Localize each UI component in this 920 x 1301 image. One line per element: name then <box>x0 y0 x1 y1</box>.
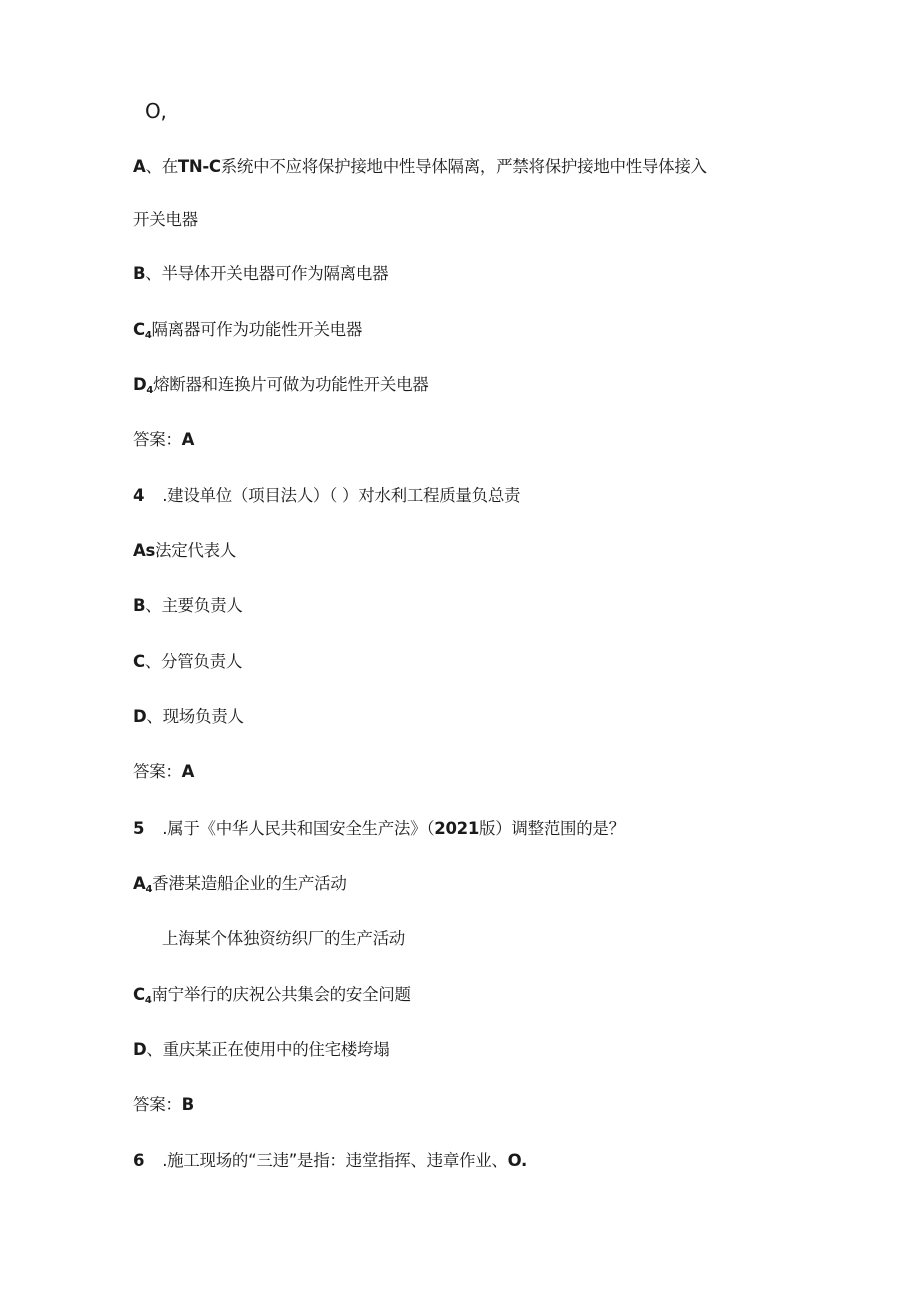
question-number: 6 <box>133 1151 145 1170</box>
option-sep: 、 <box>146 707 163 726</box>
q3-option-c <box>133 320 362 346</box>
option-sep: 、 <box>145 157 162 176</box>
option-text: 熔断器和连换片可做为功能性开关电器 <box>153 375 429 394</box>
q3-option-d <box>133 375 428 401</box>
q5-option-b: 上海某个体独资纺织厂的生产活动 <box>162 929 406 948</box>
question-text: .属于《中华人民共和国安全生产法》（ <box>162 819 435 838</box>
q5-question <box>133 819 625 839</box>
q4-option-a <box>133 541 236 561</box>
q4-answer <box>133 762 194 782</box>
q4-option-b <box>133 596 243 616</box>
option-letter: D <box>133 1040 147 1059</box>
q4-question <box>133 486 520 506</box>
option-letter: C <box>133 985 145 1004</box>
question-number: 5 <box>133 819 145 838</box>
option-text: 重庆某正在使用中的住宅楼垮塌 <box>162 1040 390 1059</box>
option-letter: A <box>133 874 146 893</box>
option-text: 半导体开关电器可作为隔离电器 <box>161 264 389 283</box>
answer-label: 答案： <box>133 1095 182 1114</box>
option-text: 法定代表人 <box>155 541 237 560</box>
q5-option-d <box>133 1040 389 1060</box>
q5-option-c <box>133 985 411 1011</box>
option-text-bold: TN-C <box>177 157 221 176</box>
option-letter: D <box>133 707 147 726</box>
question-number: 4 <box>133 486 145 505</box>
q3-answer <box>133 430 194 450</box>
answer-value: A <box>181 430 195 449</box>
q3-option-a <box>133 157 707 177</box>
answer-label: 答案： <box>133 762 182 781</box>
option-sep: 4 <box>145 884 153 895</box>
option-letter: C <box>133 652 145 671</box>
q3-option-b <box>133 264 388 284</box>
option-letter: C <box>133 320 145 339</box>
option-text: 隔离器可作为功能性开关电器 <box>151 320 363 339</box>
option-letter: D <box>133 375 147 394</box>
option-sep: 、 <box>145 264 162 283</box>
option-sep: 、 <box>144 652 162 671</box>
question-text: .建设单位（项目法人）（ ）对水利工程质量负总责 <box>162 486 521 505</box>
option-text: 南宁举行的庆祝公共集会的安全问题 <box>151 985 411 1004</box>
option-sep: 、 <box>146 1040 163 1059</box>
q5-option-a <box>133 874 347 900</box>
option-text: 现场负责人 <box>162 707 244 726</box>
q4-option-c <box>133 652 242 672</box>
option-sep: 4 <box>144 995 152 1006</box>
option-letter: B <box>133 264 146 283</box>
option-sep: 、 <box>145 596 162 615</box>
q3-option-a-continuation: 开关电器 <box>133 210 198 229</box>
answer-value: B <box>181 1095 194 1114</box>
question-text-bold: 2021 <box>434 819 480 838</box>
q4-option-d <box>133 707 244 727</box>
question-text: .施工现场的“三违”是指：违堂指挥、违章作业、 <box>162 1151 508 1170</box>
option-text: 香港某造船企业的生产活动 <box>152 874 347 893</box>
fragment-text: O, <box>145 99 167 123</box>
option-text: 在 <box>161 157 178 176</box>
answer-value: A <box>181 762 195 781</box>
question-tail: O. <box>507 1151 527 1170</box>
option-letter: B <box>133 596 146 615</box>
option-sep: 4 <box>144 330 152 341</box>
q5-answer <box>133 1095 194 1115</box>
option-letter: A <box>133 157 146 176</box>
answer-label: 答案： <box>133 430 182 449</box>
option-sep: 4 <box>146 385 154 396</box>
option-text: 系统中不应将保护接地中性导体隔离，严禁将保护接地中性导体接入 <box>220 157 707 176</box>
question-text: 版）调整范围的是？ <box>479 819 625 838</box>
option-text: 主要负责人 <box>161 596 243 615</box>
option-text: 分管负责人 <box>161 652 243 671</box>
option-letter: As <box>133 541 155 560</box>
q6-question <box>133 1151 527 1171</box>
